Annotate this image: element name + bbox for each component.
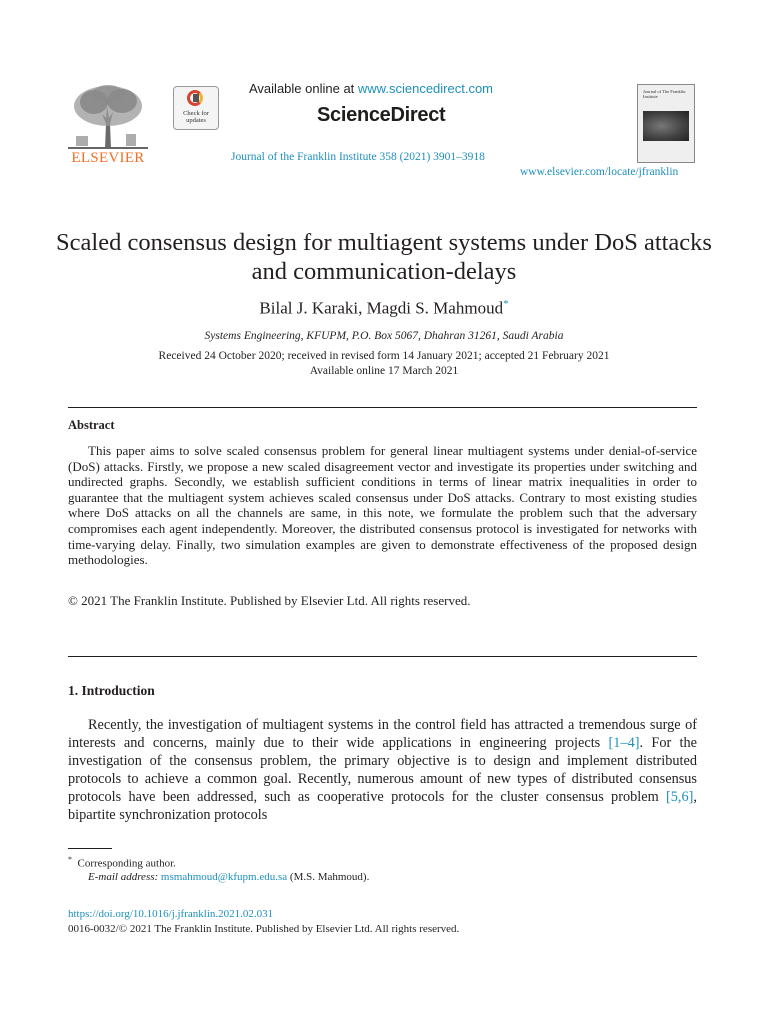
email-owner: (M.S. Mahmoud). (289, 871, 370, 883)
article-title: Scaled consensus design for multiagent systems under DoS attacks and communication-delays (56, 229, 712, 285)
check-updates-label: Check for updates (183, 110, 209, 124)
abstract-bottom-rule (68, 656, 697, 657)
email-link[interactable]: msmahmoud@kfupm.edu.sa (160, 871, 288, 883)
authors-names: Bilal J. Karaki, Magdi S. Mahmoud (259, 298, 504, 318)
intro-text-1: Recently, the investigation of multiagent systems in the control field has attracted a tremendous surge of interests and concerns, mainly due to their wide applications in engineering projects (68, 717, 697, 751)
citation-link-5-6[interactable]: [5,6] (666, 789, 694, 805)
footnote-corresponding (68, 855, 176, 870)
sciencedirect-link[interactable]: www.sciencedirect.com (357, 81, 494, 96)
author-list (40, 298, 728, 319)
journal-reference-link[interactable]: Journal of the Franklin Institute 358 (2021) 3901–3918 (231, 151, 485, 163)
journal-cover-thumbnail[interactable] (637, 84, 695, 163)
issn-copyright-line: 0016-0032/© 2021 The Franklin Institute. Published by Elsevier Ltd. All rights reserved. (68, 923, 460, 935)
sciencedirect-wordmark: ScienceDirect (317, 104, 446, 126)
email-label: E-mail address: (88, 871, 159, 883)
doi-link[interactable]: https://doi.org/10.1016/j.jfranklin.2021.02.031 (68, 908, 274, 920)
abstract-paragraph: This paper aims to solve scaled consensus problem for general linear multiagent systems under denial-of-service (DoS) attacks. Firstly, we propose a new scaled disagreement vector and investigate its properties under switching and undirected graphs. Secondly, we establish sufficient conditions in terms of linear matrix inequalities in order to guarantee that the multiagent system achieves scaled consensus under DoS attacks. Contrary to most existing studies where DoS attacks on all the channels are same, in this note, we formulate the problem such that the adversary compromises each agent independently. Moreover, the distributed consensus protocol is investigated for networks with time-varying delay. Finally, two simulation examples are given to demonstrate effectiveness of the proposed design methodologies. (68, 443, 697, 568)
corresponding-author-marker[interactable]: * (503, 298, 509, 310)
article-history (40, 349, 728, 379)
footnote-mark: * (68, 855, 72, 864)
intro-text-3: , bipartite synchronization protocols (68, 789, 697, 823)
footnote-rule (68, 848, 112, 849)
introduction-paragraph (68, 716, 697, 824)
journal-homepage-link[interactable]: www.elsevier.com/locate/jfranklin (520, 166, 679, 178)
footnote-email (88, 871, 369, 883)
intro-text-2: . For the investigation of the consensus problem, the primary objective is to design and implement distributed protocols to achieve a common goal. Recently, numerous amount of new types of distributed consensus protocols have been addressed, such as cooperative protocols for the cluster consensus problem (68, 735, 697, 805)
abstract-text (68, 443, 697, 568)
available-date: Available online 17 March 2021 (309, 365, 459, 377)
publisher-wordmark: ELSEVIER (71, 150, 145, 166)
abstract-heading: Abstract (68, 418, 115, 432)
available-prefix: Available online at (249, 81, 358, 96)
received-dates: Received 24 October 2020; received in revised form 14 January 2021; accepted 21 February 2021 (158, 350, 610, 362)
check-for-updates-badge[interactable] (173, 86, 219, 130)
abstract-top-rule (68, 407, 697, 408)
footnote-corresponding-text: Corresponding author. (77, 857, 176, 870)
cover-title: Journal of The Franklin Institute (643, 89, 686, 99)
author-affiliation: Systems Engineering, KFUPM, P.O. Box 5067, Dhahran 31261, Saudi Arabia (204, 330, 564, 342)
section-heading-introduction: 1. Introduction (68, 683, 155, 698)
cover-image (643, 111, 689, 141)
introduction-text (68, 716, 697, 824)
citation-link-1-4[interactable]: [1–4] (608, 735, 640, 751)
abstract-copyright: © 2021 The Franklin Institute. Published by Elsevier Ltd. All rights reserved. (68, 593, 471, 608)
bookmark-icon (193, 94, 199, 102)
available-online-line (249, 81, 493, 96)
